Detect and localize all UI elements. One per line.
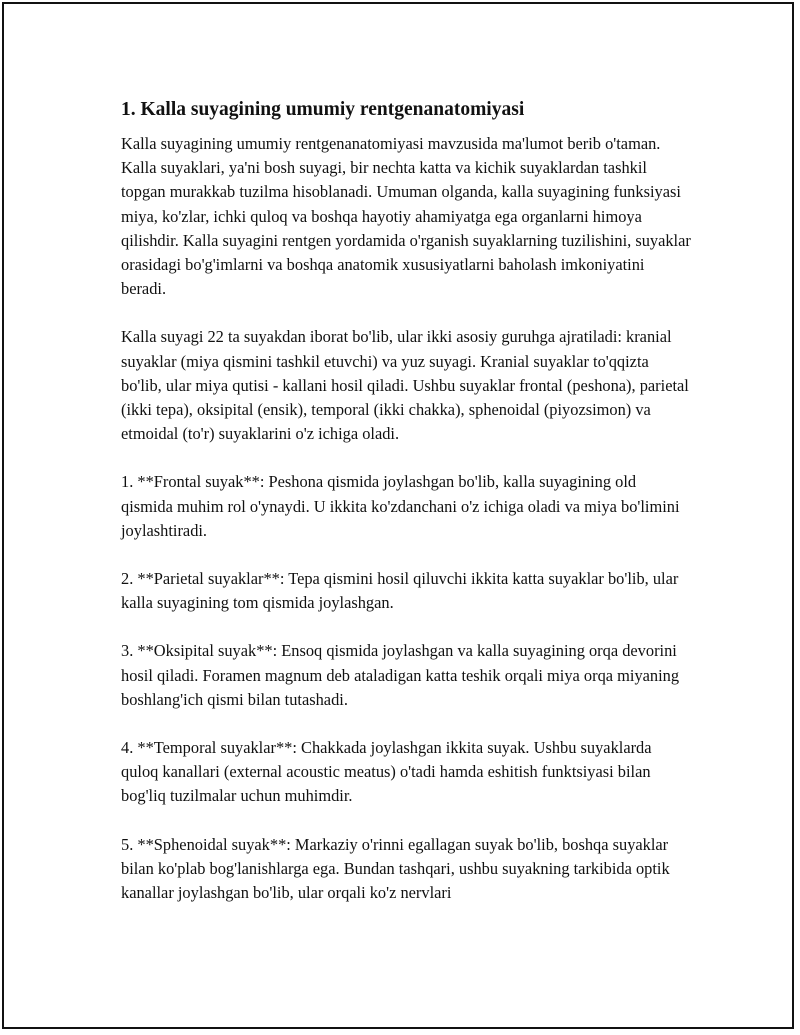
- frontal-bone-item: 1. **Frontal suyak**: Peshona qismida joylashgan bo'lib, kalla suyagining old qismida muhim rol o'ynaydi. U ikkita ko'zdanchani o'z ichiga oladi va miya bo'limini joylashtiradi.: [121, 472, 680, 540]
- skull-bones-paragraph: Kalla suyagi 22 ta suyakdan iborat bo'lib, ular ikki asosiy guruhga ajratiladi: kranial suyaklar (miya qismini tashkil etuvchi) va yuz suyagi. Kranial suyaklar to'qqizta bo'lib, ular miya qutisi - kallani hosil qiladi. Ushbu suyaklar frontal (peshona), parietal (ikki tepa), oksipital (ensik), temporal (ikki chakka), sphenoidal (piyozsimon) va etmoidal (to'r) suyaklarini o'z ichiga oladi.: [121, 327, 689, 444]
- page-frame: [2, 2, 794, 1029]
- parietal-bones-item: 2. **Parietal suyaklar**: Tepa qismini hosil qiluvchi ikkita katta suyaklar bo'lib, ular kalla suyagining tom qismida joylashgan.: [121, 569, 679, 613]
- intro-paragraph: Kalla suyagining umumiy rentgenanatomiyasi mavzusida ma'lumot berib o'taman. Kalla suyaklari, ya'ni bosh suyagi, bir nechta katta va kichik suyaklardan tashkil topgan murakkab tuzilma hisoblanadi. Umuman olganda, kalla suyagining funksiyasi miya, ko'zlar, ichki quloq va boshqa hayotiy ahamiyatga ega organlarni himoya qilishdir. Kalla suyagini rentgen yordamida o'rganish suyaklarning tuzilishini, suyaklar orasidagi bo'g'imlarni va boshqa anatomik xususiyatlarni baholash imkoniyatini beradi.: [121, 134, 691, 299]
- occipital-bone-item: 3. **Oksipital suyak**: Ensoq qismida joylashgan va kalla suyagining orqa devorini hosil qiladi. Foramen magnum deb ataladigan katta teshik orqali miya orqa miyaning boshlang'ich qismi bilan tutashadi.: [121, 641, 680, 709]
- document-body: [121, 98, 691, 929]
- temporal-bones-item: 4. **Temporal suyaklar**: Chakkada joylashgan ikkita suyak. Ushbu suyaklarda quloq kanallari (external acoustic meatus) o'tadi hamda eshitish funktsiyasi bilan bog'liq tuzilmalar uchun muhimdir.: [121, 738, 652, 806]
- sphenoid-bone-item: 5. **Sphenoidal suyak**: Markaziy o'rinni egallagan suyak bo'lib, boshqa suyaklar bilan ko'plab bog'lanishlarga ega. Bundan tashqari, ushbu suyakning tarkibida optik kanallar joylashgan bo'lib, ular orqali ko'z nervlari: [121, 834, 670, 903]
- document-title: 1. Kalla suyagining umumiy rentgenanatomiyasi: [121, 99, 525, 120]
